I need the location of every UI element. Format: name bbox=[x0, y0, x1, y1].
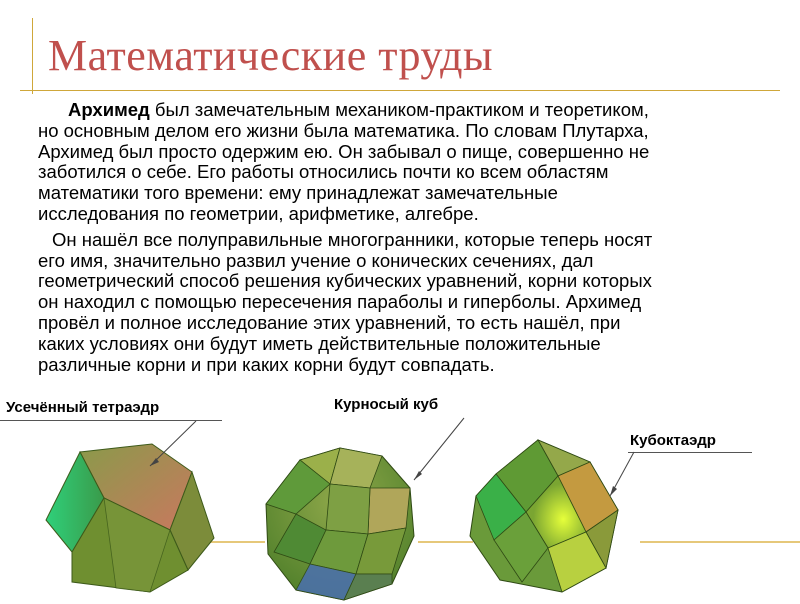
p2-line-4: он находил с помощью пересечения параболы и гиперболы. Архимед bbox=[38, 291, 642, 313]
label-snub-cube: Курносый куб bbox=[334, 396, 439, 413]
p2-line-6: каких условиях они будут иметь действительные положительные bbox=[38, 332, 601, 354]
p1-line-6: исследования по геометрии, арифметике, алгебре. bbox=[38, 202, 479, 224]
p1-line-2: но основным делом его жизни была математика. По словам Плутарха, bbox=[38, 119, 649, 141]
p1-line-1: был замечательным механиком-практиком и теоретиком, bbox=[149, 99, 649, 120]
p2-line-5: провёл и полное исследование этих уравнений, то есть нашёл, при bbox=[38, 311, 621, 333]
p2-line-2: его имя, значительно развил учение о конических сечениях, дал bbox=[38, 249, 594, 271]
label-truncated-tetrahedron: Усечённый тетраэдр bbox=[6, 399, 160, 416]
p2-line-1: Он нашёл все полуправильные многогранники, которые теперь носят bbox=[52, 228, 653, 250]
p1-line-4: заботился о себе. Его работы относились почти ко всем областям bbox=[38, 161, 609, 183]
p1-line-5: математики того времени: ему принадлежат замечательные bbox=[38, 182, 558, 204]
archimedes-name: Архимед bbox=[68, 99, 150, 120]
p2-line-7: различные корни и при каких корни будут совпадать. bbox=[38, 353, 495, 375]
p1-line-3: Архимед был просто одержим ею. Он забывал о пище, совершенно не bbox=[38, 140, 650, 162]
label-cuboctahedron: Кубоктаэдр bbox=[630, 432, 716, 449]
p2-line-3: геометрический способ решения кубических уравнений, корни которых bbox=[38, 270, 652, 292]
slide-title: Математические труды bbox=[48, 31, 494, 80]
